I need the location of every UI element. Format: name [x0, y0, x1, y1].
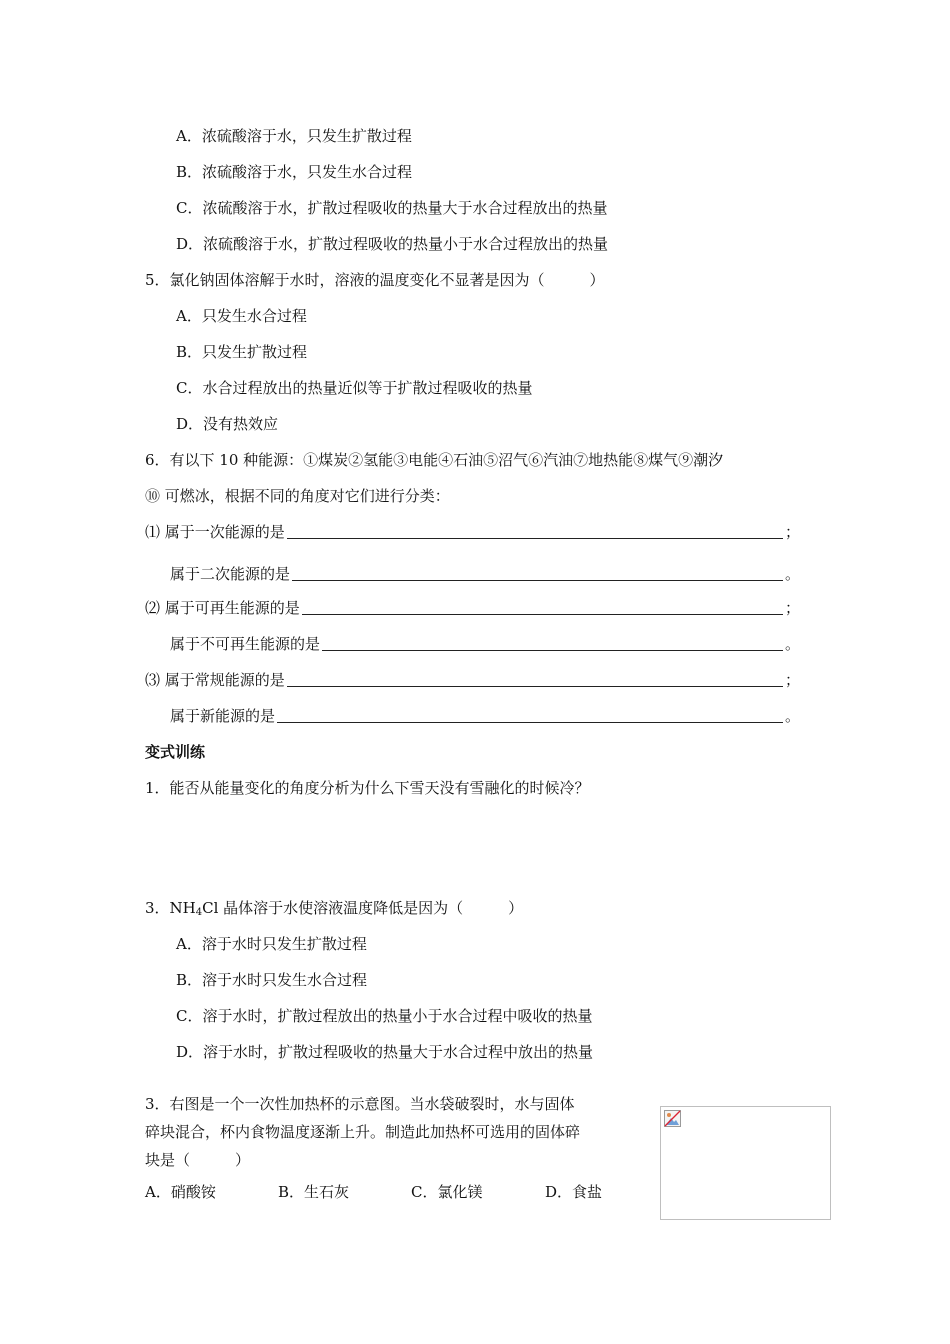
q5-stem: 5．氯化钠固体溶解于水时，溶液的温度变化不显著是因为（ ）: [145, 271, 605, 289]
q6-row-end: 。: [784, 565, 800, 583]
variant-q1: 1．能否从能量变化的角度分析为什么下雪天没有雪融化的时候冷？: [145, 779, 590, 797]
variant-q3b-line1: 3．右图是一个一次性加热杯的示意图。当水袋破裂时，水与固体: [145, 1095, 575, 1113]
section-title: 变式训练: [145, 743, 206, 761]
variant-q3-option-a: A．溶于水时只发生扩散过程: [176, 935, 367, 953]
q6-stem-line2: ⑩ 可燃冰，根据不同的角度对它们进行分类：: [145, 487, 450, 505]
answer-blank[interactable]: [287, 671, 783, 687]
q4-option-c: C．浓硫酸溶于水，扩散过程吸收的热量大于水合过程放出的热量: [176, 199, 608, 217]
variant-q3b-line2: 碎块混合，杯内食物温度逐渐上升。制造此加热杯可选用的固体碎: [145, 1123, 581, 1141]
variant-q3-option-d: D．溶于水时，扩散过程吸收的热量大于水合过程中放出的热量: [176, 1043, 594, 1061]
q4-option-a: A．浓硫酸溶于水，只发生扩散过程: [176, 127, 412, 145]
variant-q3-option-c: C．溶于水时，扩散过程放出的热量小于水合过程中吸收的热量: [176, 1007, 593, 1025]
q6-row-label: ⑵ 属于可再生能源的是: [145, 599, 300, 617]
q6-row-end: 。: [784, 707, 800, 725]
stem-suffix: Cl 晶体溶于水使溶液温度降低是因为（ ）: [202, 899, 524, 917]
q6-row-end: ；: [784, 671, 800, 689]
q4-option-b: B．浓硫酸溶于水，只发生水合过程: [176, 163, 413, 181]
q5-option-d: D．没有热效应: [176, 415, 279, 433]
q4-option-d: D．浓硫酸溶于水，扩散过程吸收的热量小于水合过程放出的热量: [176, 235, 609, 253]
q5-option-c: C．水合过程放出的热量近似等于扩散过程吸收的热量: [176, 379, 533, 397]
q6-row-label: 属于二次能源的是: [170, 565, 291, 583]
stem-subscript: 4: [195, 907, 203, 918]
q6-row-nonrenewable: [170, 634, 800, 654]
q6-stem-line1: 6．有以下 10 种能源：①煤炭②氢能③电能④石油⑤沼气⑥汽油⑦地热能⑧煤气⑨潮汐: [145, 451, 724, 469]
variant-q3b-option-a: A．硝酸铵: [145, 1183, 216, 1201]
variant-q3b-option-d: D．食盐: [545, 1183, 603, 1201]
q6-row-label: ⑴ 属于一次能源的是: [145, 523, 285, 541]
q5-option-a: A．只发生水合过程: [176, 307, 307, 325]
broken-image-icon: [664, 1110, 681, 1127]
q6-row-end: ；: [784, 523, 800, 541]
q6-row-primary: [145, 522, 800, 542]
variant-q3-stem: [145, 898, 523, 923]
q6-row-new: [170, 706, 800, 726]
answer-blank[interactable]: [287, 523, 783, 539]
q6-row-label: 属于不可再生能源的是: [170, 635, 321, 653]
q6-row-end: 。: [784, 635, 800, 653]
stem-prefix: 3．NH: [145, 899, 196, 917]
variant-q3b-option-c: C．氯化镁: [411, 1183, 483, 1201]
heating-cup-figure: [660, 1106, 831, 1220]
q5-option-b: B．只发生扩散过程: [176, 343, 308, 361]
answer-blank[interactable]: [322, 635, 783, 651]
variant-q3b-option-b: B．生石灰: [278, 1183, 350, 1201]
answer-blank[interactable]: [292, 565, 783, 581]
q6-row-secondary: [170, 564, 800, 584]
q6-row-label: 属于新能源的是: [170, 707, 276, 725]
q6-row-conventional: [145, 670, 800, 690]
variant-q3b-line3: 块是（ ）: [145, 1151, 251, 1169]
answer-blank[interactable]: [277, 707, 783, 723]
q6-row-renewable: [145, 598, 800, 618]
q6-row-label: ⑶ 属于常规能源的是: [145, 671, 285, 689]
variant-q3-option-b: B．溶于水时只发生水合过程: [176, 971, 368, 989]
answer-blank[interactable]: [302, 599, 783, 615]
q6-row-end: ；: [784, 599, 800, 617]
